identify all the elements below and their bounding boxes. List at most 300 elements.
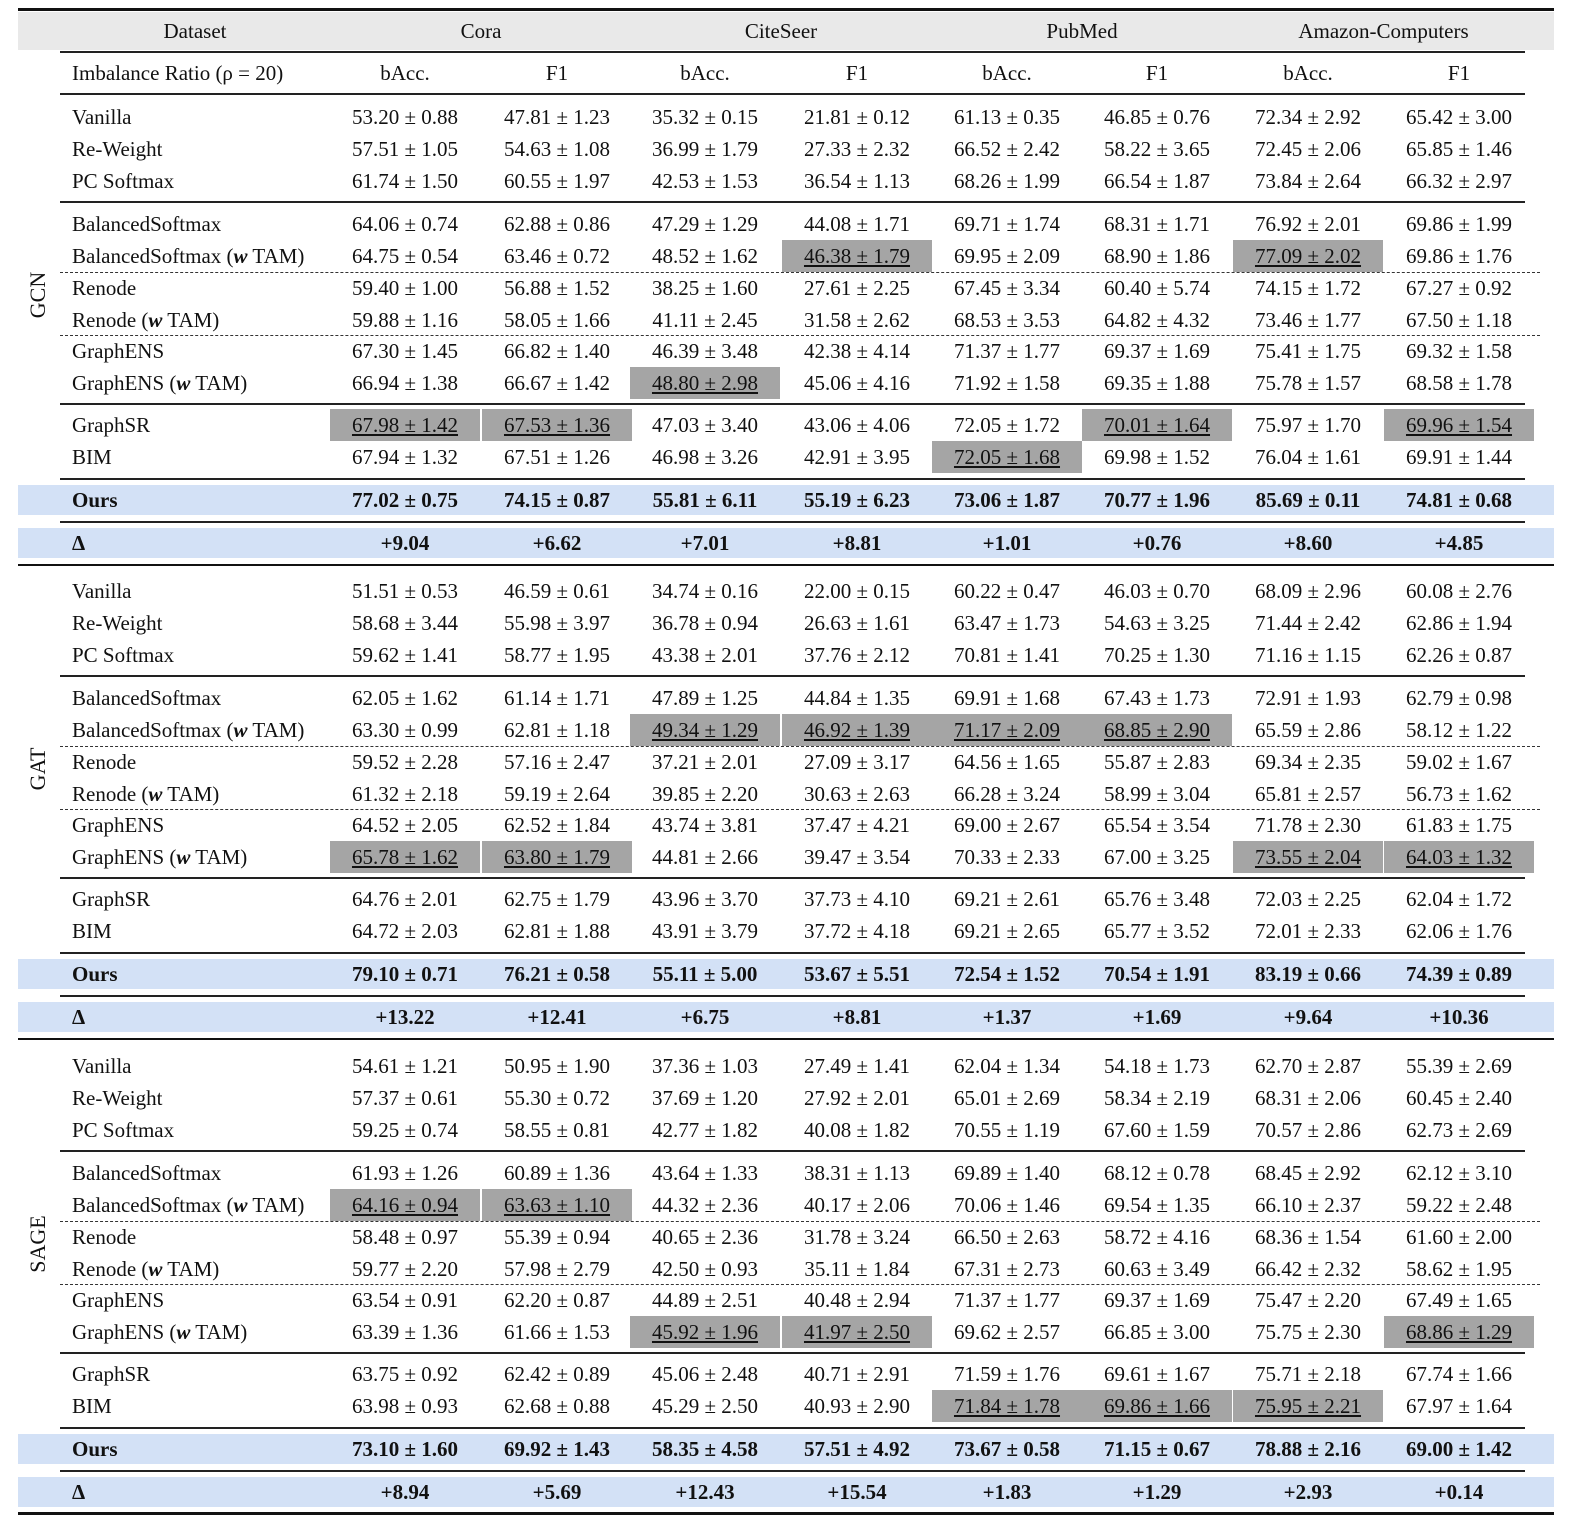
value-cell: 64.76 ± 2.01 (351, 887, 459, 911)
value-cell: 72.45 ± 2.06 (1254, 137, 1362, 161)
value-cell: +1.01 (982, 531, 1032, 555)
value-cell: 68.53 ± 3.53 (953, 308, 1061, 332)
method-name: BIM (72, 919, 112, 943)
value-cell: 68.90 ± 1.86 (1103, 244, 1211, 268)
value-cell: 58.68 ± 3.44 (351, 611, 459, 635)
value-cell: 43.96 ± 3.70 (651, 887, 759, 911)
value-cell: 56.73 ± 1.62 (1405, 782, 1513, 806)
value-cell: 40.48 ± 2.94 (803, 1288, 911, 1312)
value-cell: 40.17 ± 2.06 (803, 1193, 911, 1217)
best-value-cell: 64.03 ± 1.32 (1384, 841, 1534, 873)
value-cell: 55.39 ± 0.94 (503, 1225, 611, 1249)
value-cell: 60.89 ± 1.36 (503, 1161, 611, 1185)
value-cell: 48.52 ± 1.62 (651, 244, 759, 268)
value-cell: 68.26 ± 1.99 (953, 169, 1061, 193)
value-cell: 75.47 ± 2.20 (1254, 1288, 1362, 1312)
value-cell: 27.33 ± 2.32 (803, 137, 911, 161)
method-name: PC Softmax (72, 169, 175, 193)
value-cell: 68.58 ± 1.78 (1405, 371, 1513, 395)
value-cell: 72.03 ± 2.25 (1254, 887, 1362, 911)
value-cell: 46.85 ± 0.76 (1103, 105, 1211, 129)
value-cell: 58.35 ± 4.58 (651, 1437, 759, 1461)
value-cell: 42.77 ± 1.82 (651, 1118, 759, 1142)
value-cell: 67.30 ± 1.45 (351, 339, 459, 363)
value-cell: 53.67 ± 5.51 (803, 962, 911, 986)
best-value-cell: 75.95 ± 2.21 (1233, 1390, 1383, 1422)
value-cell: 42.91 ± 3.95 (803, 445, 911, 469)
value-cell: +8.81 (832, 531, 882, 555)
header-bottom-rule (60, 93, 1525, 95)
method-name: GraphSR (72, 1362, 151, 1386)
value-cell: +1.69 (1132, 1005, 1182, 1029)
method-name: Re-Weight (72, 137, 163, 161)
value-cell: 42.50 ± 0.93 (651, 1257, 759, 1281)
value-cell: 55.98 ± 3.97 (503, 611, 611, 635)
value-cell: +15.54 (827, 1480, 887, 1504)
value-cell: 67.27 ± 0.92 (1405, 276, 1513, 300)
value-cell: 35.32 ± 0.15 (651, 105, 759, 129)
value-cell: 69.00 ± 1.42 (1405, 1437, 1513, 1461)
value-cell: 59.88 ± 1.16 (351, 308, 459, 332)
method-name: PC Softmax (72, 643, 175, 667)
value-cell: 71.37 ± 1.77 (953, 1288, 1061, 1312)
value-cell: 54.18 ± 1.73 (1103, 1054, 1211, 1078)
value-cell: +12.43 (675, 1480, 735, 1504)
value-cell: 43.38 ± 2.01 (651, 643, 759, 667)
value-cell: 27.49 ± 1.41 (803, 1054, 911, 1078)
value-cell: 66.32 ± 2.97 (1405, 169, 1513, 193)
method-name: Vanilla (72, 105, 132, 129)
metric-header: F1 (1447, 61, 1471, 85)
value-cell: 62.81 ± 1.18 (503, 718, 611, 742)
value-cell: 71.78 ± 2.30 (1254, 813, 1362, 837)
value-cell: 76.04 ± 1.61 (1254, 445, 1362, 469)
group-separator-rule (18, 564, 1554, 566)
metric-header: F1 (845, 61, 869, 85)
value-cell: 59.77 ± 2.20 (351, 1257, 459, 1281)
value-cell: 37.73 ± 4.10 (803, 887, 911, 911)
value-cell: 66.10 ± 2.37 (1254, 1193, 1362, 1217)
value-cell: 61.13 ± 0.35 (953, 105, 1061, 129)
value-cell: 69.91 ± 1.44 (1405, 445, 1513, 469)
value-cell: 55.19 ± 6.23 (803, 488, 911, 512)
value-cell: 77.02 ± 0.75 (351, 488, 459, 512)
value-cell: 66.52 ± 2.42 (953, 137, 1061, 161)
value-cell: 40.65 ± 2.36 (651, 1225, 759, 1249)
ours-method-name: Ours (72, 962, 118, 986)
value-cell: +9.64 (1283, 1005, 1333, 1029)
value-cell: 73.10 ± 1.60 (351, 1437, 459, 1461)
value-cell: 55.39 ± 2.69 (1405, 1054, 1513, 1078)
method-name: Renode (72, 750, 137, 774)
value-cell: 47.03 ± 3.40 (651, 413, 759, 437)
value-cell: 68.12 ± 0.78 (1103, 1161, 1211, 1185)
value-cell: 69.21 ± 2.65 (953, 919, 1061, 943)
value-cell: 60.55 ± 1.97 (503, 169, 611, 193)
best-value-cell: 48.80 ± 2.98 (630, 367, 780, 399)
value-cell: 72.54 ± 1.52 (953, 962, 1061, 986)
value-cell: 70.57 ± 2.86 (1254, 1118, 1362, 1142)
value-cell: 62.06 ± 1.76 (1405, 919, 1513, 943)
value-cell: 69.86 ± 1.99 (1405, 212, 1513, 236)
delta-label: Δ (72, 1005, 86, 1029)
metric-header: bAcc. (1283, 61, 1333, 85)
value-cell: +1.29 (1132, 1480, 1182, 1504)
value-cell: 36.78 ± 0.94 (651, 611, 759, 635)
value-cell: 74.39 ± 0.89 (1405, 962, 1513, 986)
block-rule (60, 1150, 1525, 1152)
method-name: Renode (w TAM) (72, 1257, 220, 1281)
value-cell: 58.34 ± 2.19 (1103, 1086, 1211, 1110)
value-cell: 62.79 ± 0.98 (1405, 686, 1513, 710)
method-name: PC Softmax (72, 1118, 175, 1142)
value-cell: 69.62 ± 2.57 (953, 1320, 1061, 1344)
value-cell: 55.81 ± 6.11 (652, 488, 758, 512)
table-bottom-rule (18, 1512, 1554, 1515)
value-cell: 69.92 ± 1.43 (503, 1437, 611, 1461)
value-cell: 69.37 ± 1.69 (1103, 1288, 1211, 1312)
value-cell: 62.68 ± 0.88 (503, 1394, 611, 1418)
value-cell: 70.25 ± 1.30 (1103, 643, 1211, 667)
value-cell: 61.66 ± 1.53 (503, 1320, 611, 1344)
value-cell: 36.99 ± 1.79 (651, 137, 759, 161)
value-cell: 67.97 ± 1.64 (1405, 1394, 1513, 1418)
value-cell: 31.78 ± 3.24 (803, 1225, 911, 1249)
value-cell: 59.25 ± 0.74 (351, 1118, 459, 1142)
value-cell: 62.81 ± 1.88 (503, 919, 611, 943)
block-rule (60, 877, 1525, 879)
value-cell: 75.78 ± 1.57 (1254, 371, 1362, 395)
value-cell: 59.40 ± 1.00 (351, 276, 459, 300)
value-cell: 63.30 ± 0.99 (351, 718, 459, 742)
value-cell: 70.77 ± 1.96 (1103, 488, 1211, 512)
value-cell: 70.81 ± 1.41 (953, 643, 1061, 667)
value-cell: 69.86 ± 1.76 (1405, 244, 1513, 268)
method-name: Renode (w TAM) (72, 308, 220, 332)
value-cell: 61.74 ± 1.50 (351, 169, 459, 193)
value-cell: 66.28 ± 3.24 (953, 782, 1061, 806)
value-cell: 44.08 ± 1.71 (803, 212, 911, 236)
gnn-backbone-label: GAT (25, 747, 50, 791)
value-cell: 60.08 ± 2.76 (1405, 579, 1513, 603)
block-rule (60, 1427, 1525, 1429)
value-cell: 75.71 ± 2.18 (1254, 1362, 1362, 1386)
value-cell: +1.83 (982, 1480, 1032, 1504)
value-cell: 62.42 ± 0.89 (503, 1362, 611, 1386)
value-cell: 44.32 ± 2.36 (651, 1193, 759, 1217)
value-cell: 69.34 ± 2.35 (1254, 750, 1362, 774)
value-cell: 43.91 ± 3.79 (651, 919, 759, 943)
value-cell: 67.50 ± 1.18 (1405, 308, 1513, 332)
value-cell: 64.06 ± 0.74 (351, 212, 459, 236)
value-cell: 62.88 ± 0.86 (503, 212, 611, 236)
block-rule (60, 403, 1525, 405)
value-cell: 69.37 ± 1.69 (1103, 339, 1211, 363)
delta-label: Δ (72, 1480, 86, 1504)
dataset-name-header: Cora (460, 19, 502, 43)
metric-header: bAcc. (680, 61, 730, 85)
group-separator-rule (18, 1038, 1554, 1040)
value-cell: 42.38 ± 4.14 (803, 339, 911, 363)
value-cell: 59.19 ± 2.64 (503, 782, 611, 806)
value-cell: 79.10 ± 0.71 (351, 962, 459, 986)
value-cell: 67.45 ± 3.34 (953, 276, 1061, 300)
block-rule (60, 201, 1525, 203)
dataset-name-header: CiteSeer (744, 19, 818, 43)
value-cell: 44.81 ± 2.66 (651, 845, 759, 869)
value-cell: +8.81 (832, 1005, 882, 1029)
best-value-cell: 64.16 ± 0.94 (330, 1189, 480, 1221)
value-cell: 75.75 ± 2.30 (1254, 1320, 1362, 1344)
value-cell: 71.59 ± 1.76 (953, 1362, 1061, 1386)
best-value-cell: 71.84 ± 1.78 (932, 1390, 1082, 1422)
value-cell: 68.31 ± 1.71 (1103, 212, 1211, 236)
value-cell: 59.52 ± 2.28 (351, 750, 459, 774)
metric-header: bAcc. (380, 61, 430, 85)
gnn-backbone-label: GCN (25, 271, 50, 319)
value-cell: 59.62 ± 1.41 (351, 643, 459, 667)
value-cell: 65.85 ± 1.46 (1405, 137, 1513, 161)
value-cell: 67.43 ± 1.73 (1103, 686, 1211, 710)
value-cell: +6.75 (680, 1005, 730, 1029)
value-cell: 73.46 ± 1.77 (1254, 308, 1362, 332)
value-cell: 68.45 ± 2.92 (1254, 1161, 1362, 1185)
gnn-backbone-label: SAGE (25, 1215, 50, 1273)
value-cell: 73.67 ± 0.58 (953, 1437, 1061, 1461)
value-cell: 37.72 ± 4.18 (803, 919, 911, 943)
value-cell: 60.40 ± 5.74 (1103, 276, 1211, 300)
method-name: GraphENS (w TAM) (72, 845, 248, 869)
ours-rule (60, 1470, 1525, 1472)
value-cell: +0.76 (1132, 531, 1182, 555)
method-name: Re-Weight (72, 1086, 163, 1110)
metric-header: bAcc. (982, 61, 1032, 85)
method-name: GraphENS (72, 339, 165, 363)
value-cell: 61.14 ± 1.71 (503, 686, 611, 710)
value-cell: 47.29 ± 1.29 (651, 212, 759, 236)
value-cell: 45.29 ± 2.50 (651, 1394, 759, 1418)
value-cell: 58.55 ± 0.81 (503, 1118, 611, 1142)
value-cell: 64.52 ± 2.05 (351, 813, 459, 837)
value-cell: 38.31 ± 1.13 (803, 1161, 911, 1185)
value-cell: 70.06 ± 1.46 (953, 1193, 1061, 1217)
value-cell: 61.93 ± 1.26 (351, 1161, 459, 1185)
value-cell: 67.94 ± 1.32 (351, 445, 459, 469)
value-cell: 64.72 ± 2.03 (351, 919, 459, 943)
value-cell: 62.12 ± 3.10 (1405, 1161, 1513, 1185)
metric-header: F1 (1145, 61, 1169, 85)
value-cell: 62.04 ± 1.34 (953, 1054, 1061, 1078)
best-value-cell: 68.86 ± 1.29 (1384, 1316, 1534, 1348)
value-cell: 69.54 ± 1.35 (1103, 1193, 1211, 1217)
value-cell: 67.51 ± 1.26 (503, 445, 611, 469)
best-value-cell: 72.05 ± 1.68 (932, 441, 1082, 473)
best-value-cell: 46.38 ± 1.79 (782, 240, 932, 272)
value-cell: 65.42 ± 3.00 (1405, 105, 1513, 129)
value-cell: 58.05 ± 1.66 (503, 308, 611, 332)
value-cell: 69.95 ± 2.09 (953, 244, 1061, 268)
value-cell: 66.67 ± 1.42 (503, 371, 611, 395)
value-cell: 69.89 ± 1.40 (953, 1161, 1061, 1185)
value-cell: 65.54 ± 3.54 (1103, 813, 1211, 837)
value-cell: 45.06 ± 2.48 (651, 1362, 759, 1386)
value-cell: 50.95 ± 1.90 (503, 1054, 611, 1078)
value-cell: 67.31 ± 2.73 (953, 1257, 1061, 1281)
best-value-cell: 69.96 ± 1.54 (1384, 409, 1534, 441)
delta-label: Δ (72, 531, 86, 555)
best-value-cell: 71.17 ± 2.09 (932, 714, 1082, 746)
method-name: GraphENS (w TAM) (72, 1320, 248, 1344)
value-cell: 61.32 ± 2.18 (351, 782, 459, 806)
value-cell: 27.09 ± 3.17 (803, 750, 911, 774)
value-cell: 58.72 ± 4.16 (1103, 1225, 1211, 1249)
value-cell: +2.93 (1283, 1480, 1333, 1504)
value-cell: 62.70 ± 2.87 (1254, 1054, 1362, 1078)
value-cell: 58.48 ± 0.97 (351, 1225, 459, 1249)
best-value-cell: 70.01 ± 1.64 (1082, 409, 1232, 441)
method-name: BalancedSoftmax (72, 1161, 222, 1185)
value-cell: 71.15 ± 0.67 (1103, 1437, 1211, 1461)
block-rule (60, 1352, 1525, 1354)
value-cell: +6.62 (532, 531, 582, 555)
value-cell: 55.87 ± 2.83 (1103, 750, 1211, 774)
value-cell: 57.51 ± 1.05 (351, 137, 459, 161)
value-cell: 71.44 ± 2.42 (1254, 611, 1362, 635)
value-cell: 37.76 ± 2.12 (803, 643, 911, 667)
value-cell: +8.60 (1283, 531, 1333, 555)
value-cell: 78.88 ± 2.16 (1254, 1437, 1362, 1461)
value-cell: 64.82 ± 4.32 (1103, 308, 1211, 332)
best-value-cell: 41.97 ± 2.50 (782, 1316, 932, 1348)
value-cell: 65.77 ± 3.52 (1103, 919, 1211, 943)
value-cell: 43.06 ± 4.06 (803, 413, 911, 437)
table-top-rule (18, 8, 1554, 11)
value-cell: 68.09 ± 2.96 (1254, 579, 1362, 603)
value-cell: +12.41 (527, 1005, 587, 1029)
dataset-header: Dataset (163, 19, 227, 43)
value-cell: 59.02 ± 1.67 (1405, 750, 1513, 774)
value-cell: 44.84 ± 1.35 (803, 686, 911, 710)
value-cell: 58.99 ± 3.04 (1103, 782, 1211, 806)
value-cell: 40.93 ± 2.90 (803, 1394, 911, 1418)
value-cell: 62.52 ± 1.84 (503, 813, 611, 837)
value-cell: 37.69 ± 1.20 (651, 1086, 759, 1110)
value-cell: 47.89 ± 1.25 (651, 686, 759, 710)
value-cell: 62.75 ± 1.79 (503, 887, 611, 911)
value-cell: 74.15 ± 1.72 (1254, 276, 1362, 300)
value-cell: 55.30 ± 0.72 (503, 1086, 611, 1110)
value-cell: 71.16 ± 1.15 (1254, 643, 1362, 667)
value-cell: 66.94 ± 1.38 (351, 371, 459, 395)
method-name: Renode (w TAM) (72, 782, 220, 806)
value-cell: 68.31 ± 2.06 (1254, 1086, 1362, 1110)
method-name: GraphENS (72, 1288, 165, 1312)
best-value-cell: 63.63 ± 1.10 (482, 1189, 632, 1221)
value-cell: 46.59 ± 0.61 (503, 579, 611, 603)
value-cell: 62.05 ± 1.62 (351, 686, 459, 710)
ours-rule (60, 521, 1525, 523)
value-cell: 30.63 ± 2.63 (803, 782, 911, 806)
value-cell: 46.98 ± 3.26 (651, 445, 759, 469)
value-cell: 66.85 ± 3.00 (1103, 1320, 1211, 1344)
value-cell: 71.92 ± 1.58 (953, 371, 1061, 395)
value-cell: 62.20 ± 0.87 (503, 1288, 611, 1312)
value-cell: 36.54 ± 1.13 (803, 169, 911, 193)
value-cell: 62.73 ± 2.69 (1405, 1118, 1513, 1142)
value-cell: 42.53 ± 1.53 (651, 169, 759, 193)
value-cell: 65.76 ± 3.48 (1103, 887, 1211, 911)
value-cell: 85.69 ± 0.11 (1255, 488, 1361, 512)
value-cell: 39.85 ± 2.20 (651, 782, 759, 806)
value-cell: +13.22 (375, 1005, 435, 1029)
method-name: BalancedSoftmax (72, 686, 222, 710)
value-cell: 21.81 ± 0.12 (803, 105, 911, 129)
value-cell: +5.69 (532, 1480, 582, 1504)
method-name: BalancedSoftmax (72, 212, 222, 236)
block-rule (60, 952, 1525, 954)
value-cell: 67.00 ± 3.25 (1103, 845, 1211, 869)
value-cell: 37.47 ± 4.21 (803, 813, 911, 837)
value-cell: 63.75 ± 0.92 (351, 1362, 459, 1386)
value-cell: 75.97 ± 1.70 (1254, 413, 1362, 437)
value-cell: 41.11 ± 2.45 (652, 308, 758, 332)
value-cell: 40.08 ± 1.82 (803, 1118, 911, 1142)
value-cell: 69.32 ± 1.58 (1405, 339, 1513, 363)
value-cell: 70.54 ± 1.91 (1103, 962, 1211, 986)
value-cell: 57.16 ± 2.47 (503, 750, 611, 774)
value-cell: 62.04 ± 1.72 (1405, 887, 1513, 911)
value-cell: 72.05 ± 1.72 (953, 413, 1061, 437)
value-cell: 44.89 ± 2.51 (651, 1288, 759, 1312)
value-cell: 76.21 ± 0.58 (503, 962, 611, 986)
value-cell: 58.77 ± 1.95 (503, 643, 611, 667)
value-cell: 38.25 ± 1.60 (651, 276, 759, 300)
value-cell: 73.06 ± 1.87 (953, 488, 1061, 512)
value-cell: 63.98 ± 0.93 (351, 1394, 459, 1418)
best-value-cell: 77.09 ± 2.02 (1233, 240, 1383, 272)
value-cell: 27.92 ± 2.01 (803, 1086, 911, 1110)
value-cell: 61.83 ± 1.75 (1405, 813, 1513, 837)
value-cell: 55.11 ± 5.00 (652, 962, 758, 986)
value-cell: 35.11 ± 1.84 (804, 1257, 910, 1281)
ours-rule (60, 995, 1525, 997)
value-cell: 69.21 ± 2.61 (953, 887, 1061, 911)
value-cell: 51.51 ± 0.53 (351, 579, 459, 603)
dataset-name-header: Amazon-Computers (1298, 19, 1469, 43)
method-name: Renode (72, 276, 137, 300)
dataset-name-header: PubMed (1046, 19, 1118, 43)
value-cell: 57.51 ± 4.92 (803, 1437, 911, 1461)
best-value-cell: 49.34 ± 1.29 (630, 714, 780, 746)
value-cell: 53.20 ± 0.88 (351, 105, 459, 129)
value-cell: 65.81 ± 2.57 (1254, 782, 1362, 806)
value-cell: 58.12 ± 1.22 (1405, 718, 1513, 742)
value-cell: 76.92 ± 2.01 (1254, 212, 1362, 236)
method-name: BalancedSoftmax (w TAM) (72, 1193, 305, 1217)
value-cell: 40.71 ± 2.91 (803, 1362, 911, 1386)
value-cell: 34.74 ± 0.16 (651, 579, 759, 603)
value-cell: 57.98 ± 2.79 (503, 1257, 611, 1281)
value-cell: +8.94 (380, 1480, 430, 1504)
method-name: BalancedSoftmax (w TAM) (72, 244, 305, 268)
ours-method-name: Ours (72, 1437, 118, 1461)
value-cell: 70.33 ± 2.33 (953, 845, 1061, 869)
value-cell: 63.47 ± 1.73 (953, 611, 1061, 635)
value-cell: 67.74 ± 1.66 (1405, 1362, 1513, 1386)
value-cell: 60.45 ± 2.40 (1405, 1086, 1513, 1110)
value-cell: 57.37 ± 0.61 (351, 1086, 459, 1110)
best-value-cell: 63.80 ± 1.79 (482, 841, 632, 873)
